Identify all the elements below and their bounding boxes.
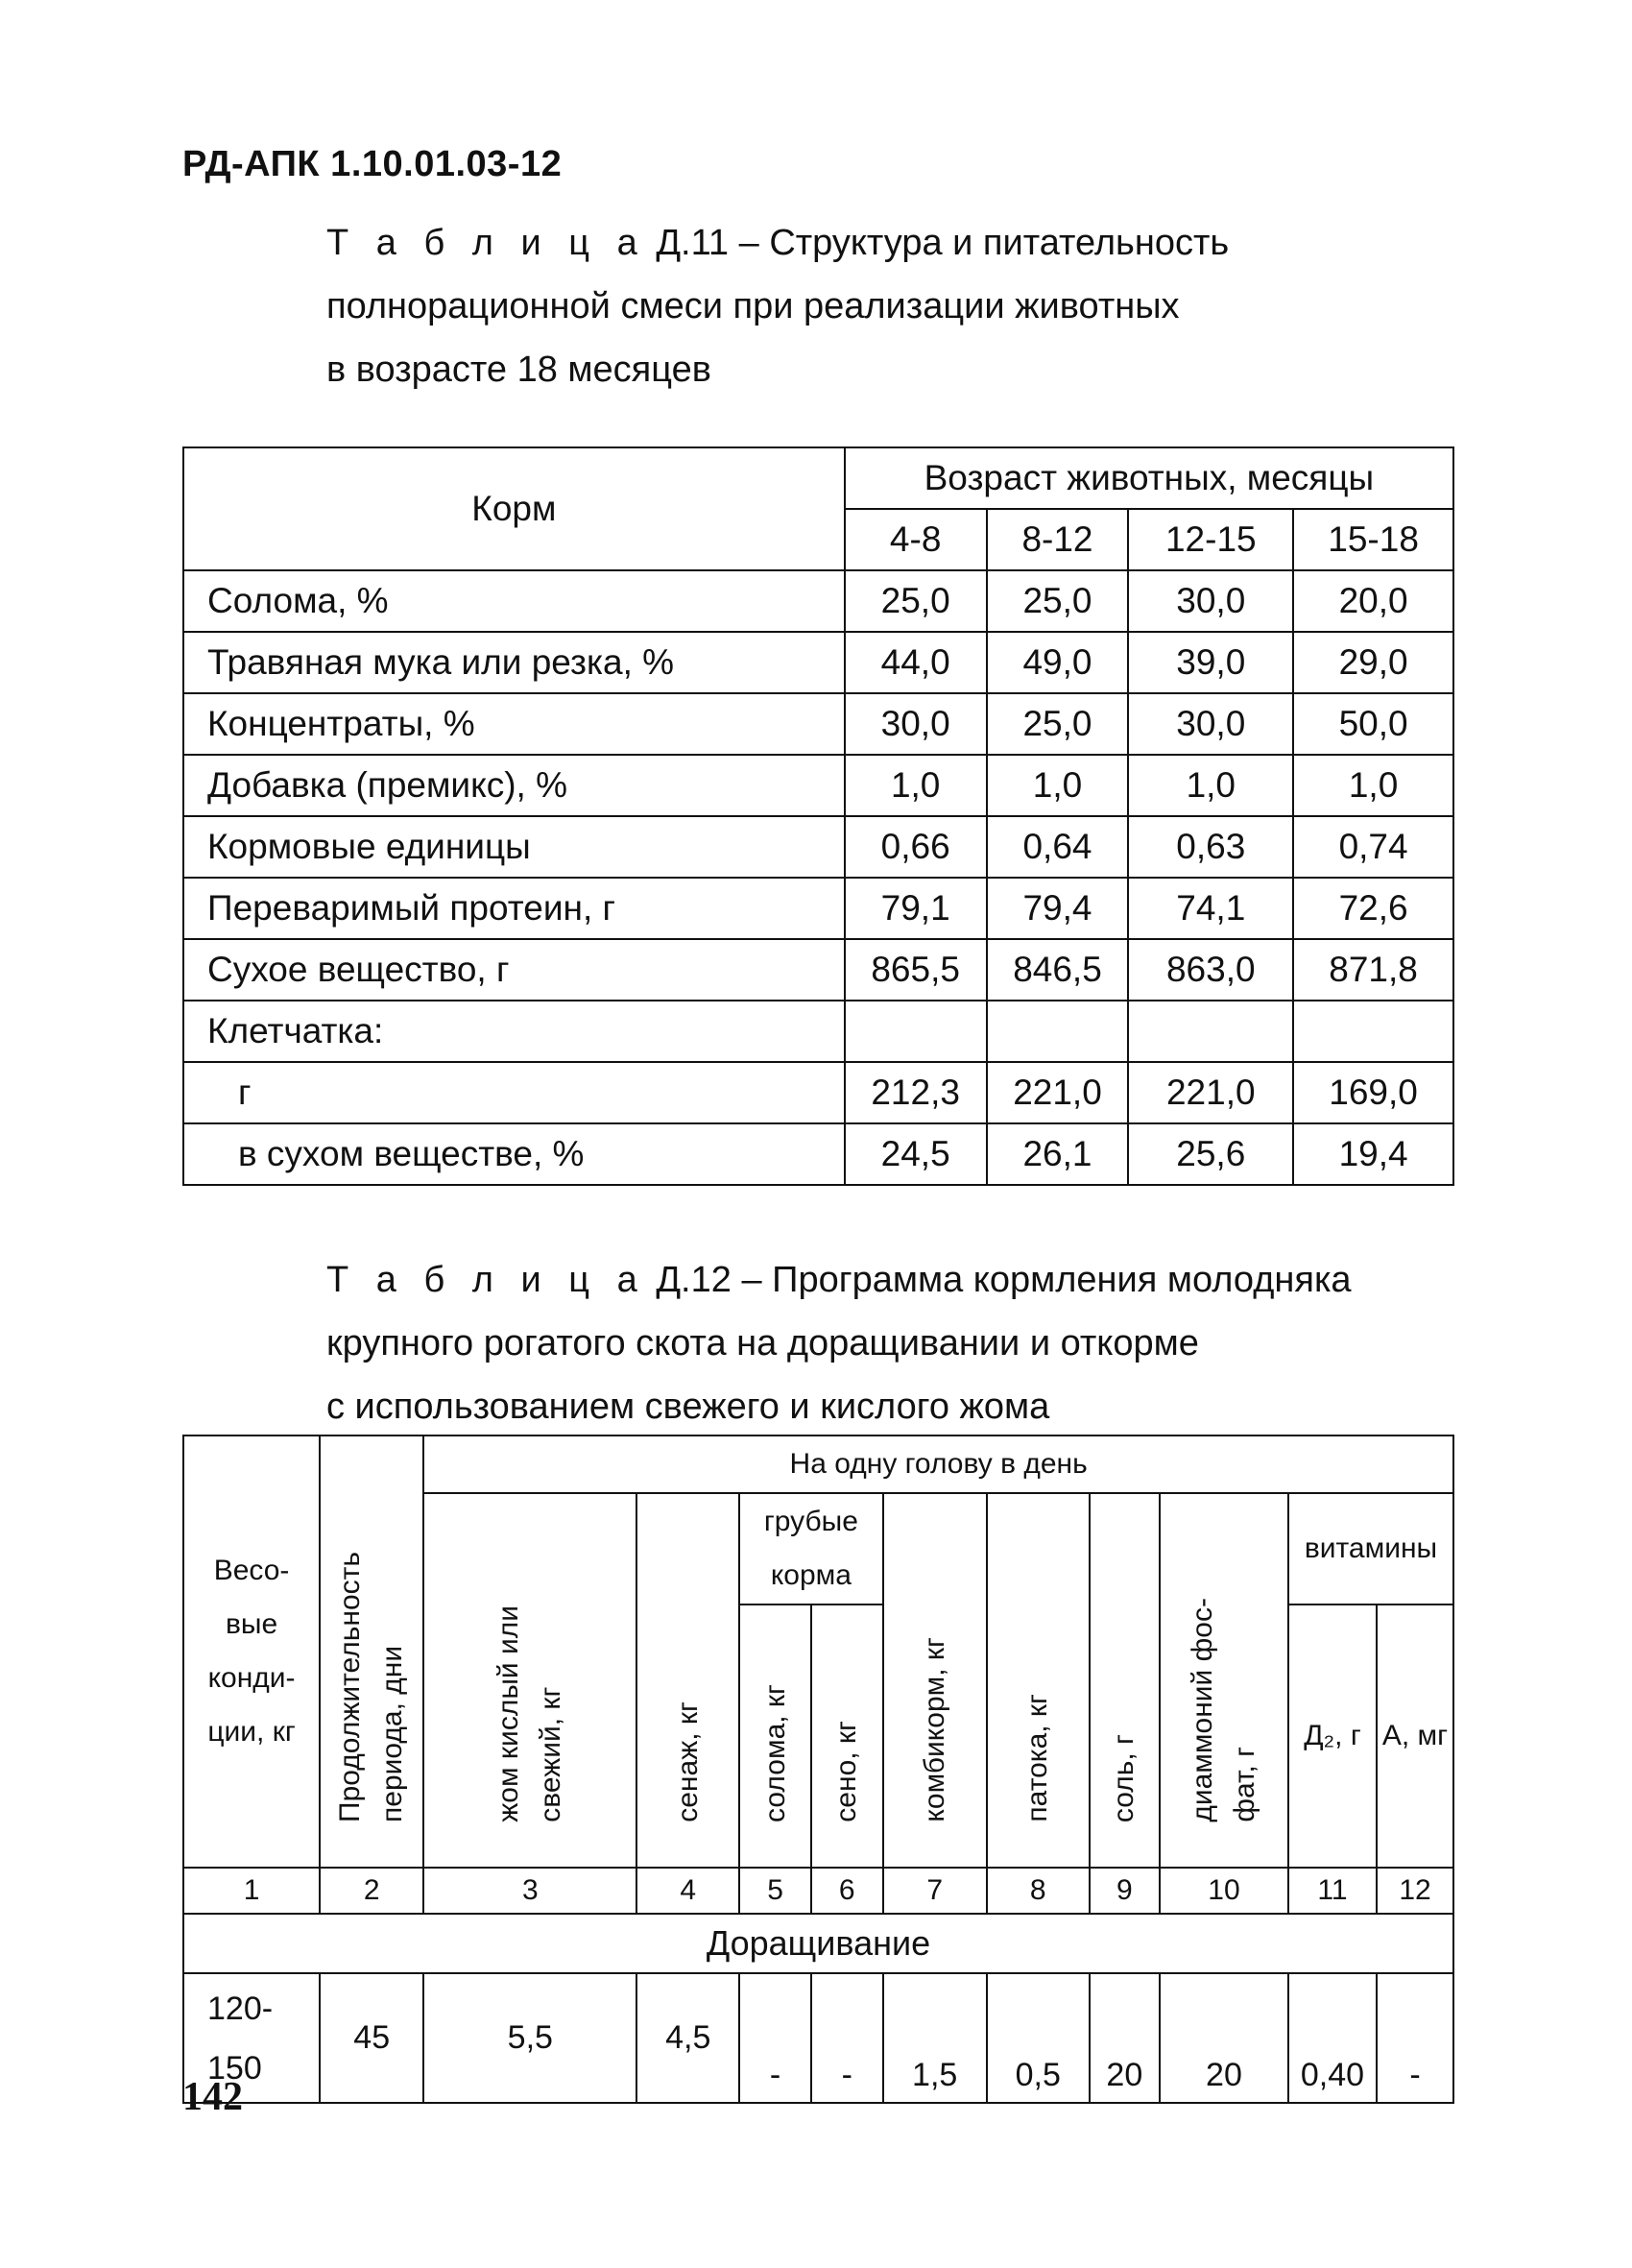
row-label: Травяная мука или резка, %: [183, 632, 845, 693]
table-12: [182, 1435, 1454, 2104]
column-number: 1: [183, 1868, 320, 1914]
header-line: ции, кг: [207, 1716, 296, 1748]
header-line: жом кислый или: [492, 1605, 525, 1822]
cell-value: 19,4: [1293, 1123, 1453, 1185]
row-label: Солома, %: [183, 570, 845, 632]
table-row: [183, 570, 1453, 632]
column-header-phosphate: [1160, 1493, 1288, 1868]
weight-line: 120-: [207, 1990, 274, 2027]
cell-value: 4,5: [636, 1973, 739, 2103]
cell-value: 79,1: [845, 878, 987, 939]
column-number: 2: [320, 1868, 423, 1914]
column-header-straw: [739, 1604, 811, 1868]
column-group-vitamins: витамины: [1288, 1493, 1453, 1604]
cell-value: -: [1377, 1973, 1453, 2103]
cell-value: 49,0: [987, 632, 1129, 693]
column-number: 8: [987, 1868, 1090, 1914]
cell-value: 0,64: [987, 816, 1129, 878]
header-line: сенаж, кг: [671, 1701, 704, 1822]
caption-line: с использованием свежего и кислого жома: [326, 1387, 1050, 1427]
table-row: [183, 939, 1453, 1001]
column-header-weight: [183, 1436, 320, 1868]
header-line: соль, г: [1108, 1733, 1140, 1822]
column-number: 10: [1160, 1868, 1288, 1914]
cell-value: 212,3: [845, 1062, 987, 1123]
cell-value: 0,74: [1293, 816, 1453, 878]
caption-title: Д.11 – Структура и питательность: [645, 223, 1230, 263]
section-heading: Доращивание: [183, 1914, 1453, 1973]
cell-value: 221,0: [1128, 1062, 1293, 1123]
cell-value: 1,0: [1128, 755, 1293, 816]
cell-value: 45: [320, 1973, 423, 2103]
header-line: Продолжительность: [334, 1552, 367, 1822]
column-header-age: 12-15: [1128, 509, 1293, 570]
document-code: РД-АПК 1.10.01.03-12: [182, 144, 563, 184]
cell-value: [1128, 1001, 1293, 1062]
row-label: Добавка (премикс), %: [183, 755, 845, 816]
cell-value: 0,5: [987, 1973, 1090, 2103]
column-number: 9: [1090, 1868, 1160, 1914]
cell-value: 0,40: [1288, 1973, 1377, 2103]
table-row: [183, 1973, 1453, 2103]
cell-value: 79,4: [987, 878, 1129, 939]
header-line: фат, г: [1228, 1747, 1260, 1822]
column-header-feed: Корм: [183, 447, 845, 570]
cell-value: 1,0: [1293, 755, 1453, 816]
row-label: Клетчатка:: [183, 1001, 845, 1062]
cell-value: 221,0: [987, 1062, 1129, 1123]
caption-title: Д.12 – Программа кормления молодняка: [645, 1260, 1352, 1300]
table-12-caption: [326, 1248, 1352, 1438]
caption-line: крупного рогатого скота на доращивании и откорме: [326, 1323, 1199, 1363]
cell-value: 30,0: [845, 693, 987, 755]
cell-value: [845, 1001, 987, 1062]
header-line: периода, дни: [376, 1645, 409, 1822]
row-label: Сухое вещество, г: [183, 939, 845, 1001]
row-label: г: [183, 1062, 845, 1123]
cell-value: 1,0: [845, 755, 987, 816]
cell-value: 1,5: [883, 1973, 987, 2103]
header-line: конди-: [207, 1662, 296, 1694]
cell-value: 5,5: [423, 1973, 636, 2103]
page-number: 142: [182, 2075, 243, 2119]
cell-value: 169,0: [1293, 1062, 1453, 1123]
table-row: [183, 1001, 1453, 1062]
header-line: диаммоний фос-: [1186, 1598, 1218, 1822]
header-line: патока, кг: [1021, 1694, 1054, 1822]
column-number: 12: [1377, 1868, 1453, 1914]
cell-value: 29,0: [1293, 632, 1453, 693]
table-11: [182, 446, 1454, 1186]
table-11-caption: [326, 211, 1229, 401]
header-line: свежий, кг: [535, 1686, 567, 1822]
column-header-salt: [1090, 1493, 1160, 1868]
cell-value: 20: [1090, 1973, 1160, 2103]
cell-value: 50,0: [1293, 693, 1453, 755]
table-row: [183, 693, 1453, 755]
cell-value: 74,1: [1128, 878, 1293, 939]
caption-line: в возрасте 18 месяцев: [326, 350, 711, 390]
header-line: корма: [770, 1559, 852, 1591]
column-header-age: 8-12: [987, 509, 1129, 570]
header-line: солома, кг: [758, 1684, 791, 1822]
caption-label: Т а б л и ц а: [326, 223, 646, 263]
cell-value: 863,0: [1128, 939, 1293, 1001]
cell-value: -: [739, 1973, 811, 2103]
header-line: сено, кг: [830, 1721, 863, 1822]
column-number: 4: [636, 1868, 739, 1914]
column-header-duration: [320, 1436, 423, 1868]
cell-value: [987, 1001, 1129, 1062]
column-header-compound-feed: [883, 1493, 987, 1868]
cell-value: [1293, 1001, 1453, 1062]
cell-value: 30,0: [1128, 570, 1293, 632]
cell-value: 24,5: [845, 1123, 987, 1185]
row-label: в сухом веществе, %: [183, 1123, 845, 1185]
header-line: грубые: [763, 1506, 858, 1537]
cell-value: 25,0: [845, 570, 987, 632]
header-line: комбикорм, кг: [918, 1637, 950, 1822]
column-header-pulp: [423, 1493, 636, 1868]
table-row: [183, 878, 1453, 939]
row-label: Концентраты, %: [183, 693, 845, 755]
header-line: вые: [225, 1608, 278, 1640]
cell-value: 39,0: [1128, 632, 1293, 693]
table-row: [183, 1123, 1453, 1185]
column-header-age: 15-18: [1293, 509, 1453, 570]
table-row: [183, 816, 1453, 878]
cell-value: 0,63: [1128, 816, 1293, 878]
column-header-haylage: [636, 1493, 739, 1868]
column-number: 7: [883, 1868, 987, 1914]
column-group-roughage: [739, 1493, 882, 1604]
cell-value: 865,5: [845, 939, 987, 1001]
column-number: 3: [423, 1868, 636, 1914]
column-number-row: [183, 1868, 1453, 1914]
column-header-age: 4-8: [845, 509, 987, 570]
cell-value: 20: [1160, 1973, 1288, 2103]
weight-line: 150: [207, 2049, 262, 2087]
column-group-age: Возраст животных, месяцы: [845, 447, 1453, 509]
column-number: 5: [739, 1868, 811, 1914]
cell-value: 25,0: [987, 693, 1129, 755]
caption-line: полнорационной смеси при реализации животных: [326, 286, 1180, 326]
caption-label: Т а б л и ц а: [326, 1260, 646, 1300]
column-header-hay: [811, 1604, 883, 1868]
cell-value: 30,0: [1128, 693, 1293, 755]
header-line: Весо-: [213, 1555, 290, 1586]
column-header-molasses: [987, 1493, 1090, 1868]
cell-value: 20,0: [1293, 570, 1453, 632]
cell-value: 0,66: [845, 816, 987, 878]
column-header-vitamin-a: А, мг: [1377, 1604, 1453, 1868]
column-number: 6: [811, 1868, 883, 1914]
cell-value: 72,6: [1293, 878, 1453, 939]
cell-value: 44,0: [845, 632, 987, 693]
cell-value: 1,0: [987, 755, 1129, 816]
column-group-per-head: На одну голову в день: [423, 1436, 1453, 1493]
cell-value: 25,0: [987, 570, 1129, 632]
cell-value: 26,1: [987, 1123, 1129, 1185]
row-label: Переваримый протеин, г: [183, 878, 845, 939]
row-label: Кормовые единицы: [183, 816, 845, 878]
column-number: 11: [1288, 1868, 1377, 1914]
cell-value: 25,6: [1128, 1123, 1293, 1185]
table-row: [183, 1062, 1453, 1123]
table-row: [183, 755, 1453, 816]
cell-value: 846,5: [987, 939, 1129, 1001]
cell-value: -: [811, 1973, 883, 2103]
table-row: [183, 632, 1453, 693]
cell-value: 871,8: [1293, 939, 1453, 1001]
column-header-vitamin-d2: Д₂, г: [1288, 1604, 1377, 1868]
